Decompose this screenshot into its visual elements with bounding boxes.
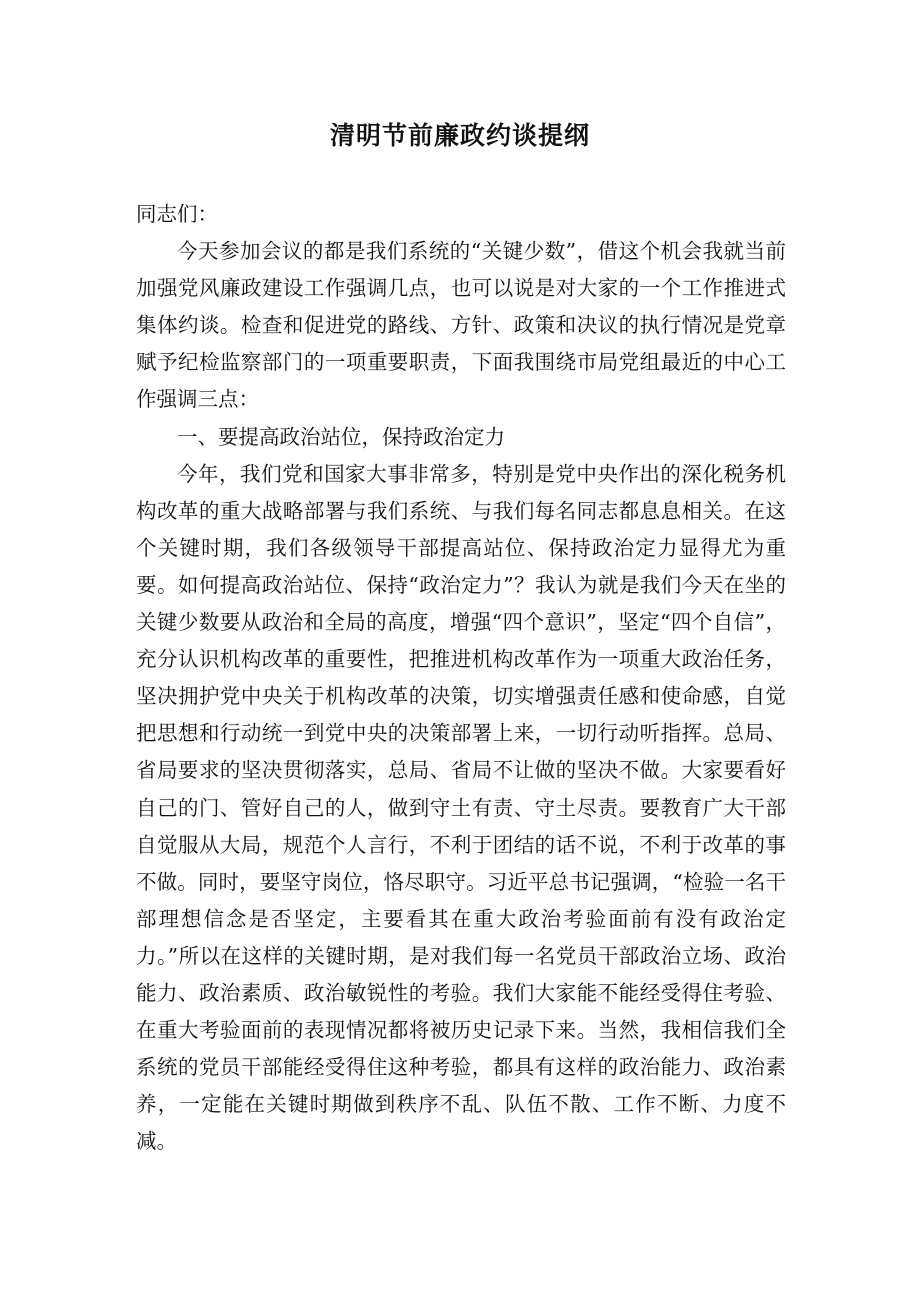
section-heading-1: 一、要提高政治站位，保持政治定力: [177, 424, 505, 449]
document-title: 清明节前廉政约谈提纲: [329, 121, 590, 150]
document-body: [136, 196, 786, 1160]
salutation: 同志们：: [136, 202, 218, 226]
paragraph-section-1: 今年，我们党和国家大事非常多，特别是党中央作出的深化税务机构改革的重大战略部署与我们系统、与我们每名同志都息息相关。在这个关键时期，我们各级领导干部提高站位、保持政治定力显得尤为重要。如何提高政治站位、保持“政治定力”？我认为就是我们今天在坐的关键少数要从政治和全局的高度，增强“四个意识”，坚定“四个自信”，充分认识机构改革的重要性，把推进机构改革作为一项重大政治任务，坚决拥护党中央关于机构改革的决策，切实增强责任感和使命感，自觉把思想和行动统一到党中央的决策部署上来，一切行动听指挥。总局、省局要求的坚决贯彻落实，总局、省局不让做的坚决不做。大家要看好自己的门、管好自己的人，做到守土有责、守土尽责。要教育广大干部自觉服从大局，规范个人言行，不利于团结的话不说，不利于改革的事不做。同时，要坚守岗位，恪尽职守。习近平总书记强调，“检验一名干部理想信念是否坚定，主要看其在重大政治考验面前有没有政治定力。”所以在这样的关键时期，是对我们每一名党员干部政治立场、政治能力、政治素质、政治敏锐性的考验。我们大家能不能经受得住考验、在重大考验面前的表现情况都将被历史记录下来。当然，我相信我们全系统的党员干部能经受得住这种考验，都具有这样的政治能力、政治素养，一定能在关键时期做到秩序不乱、队伍不散、工作不断、力度不减。: [136, 461, 786, 1154]
paragraph-intro: 今天参加会议的都是我们系统的“关键少数”，借这个机会我就当前加强党风廉政建设工作强调几点，也可以说是对大家的一个工作推进式集体约谈。检查和促进党的路线、方针、政策和决议的执行情况是党章赋予纪检监察部门的一项重要职责，下面我围绕市局党组最近的中心工作强调三点：: [136, 239, 786, 412]
